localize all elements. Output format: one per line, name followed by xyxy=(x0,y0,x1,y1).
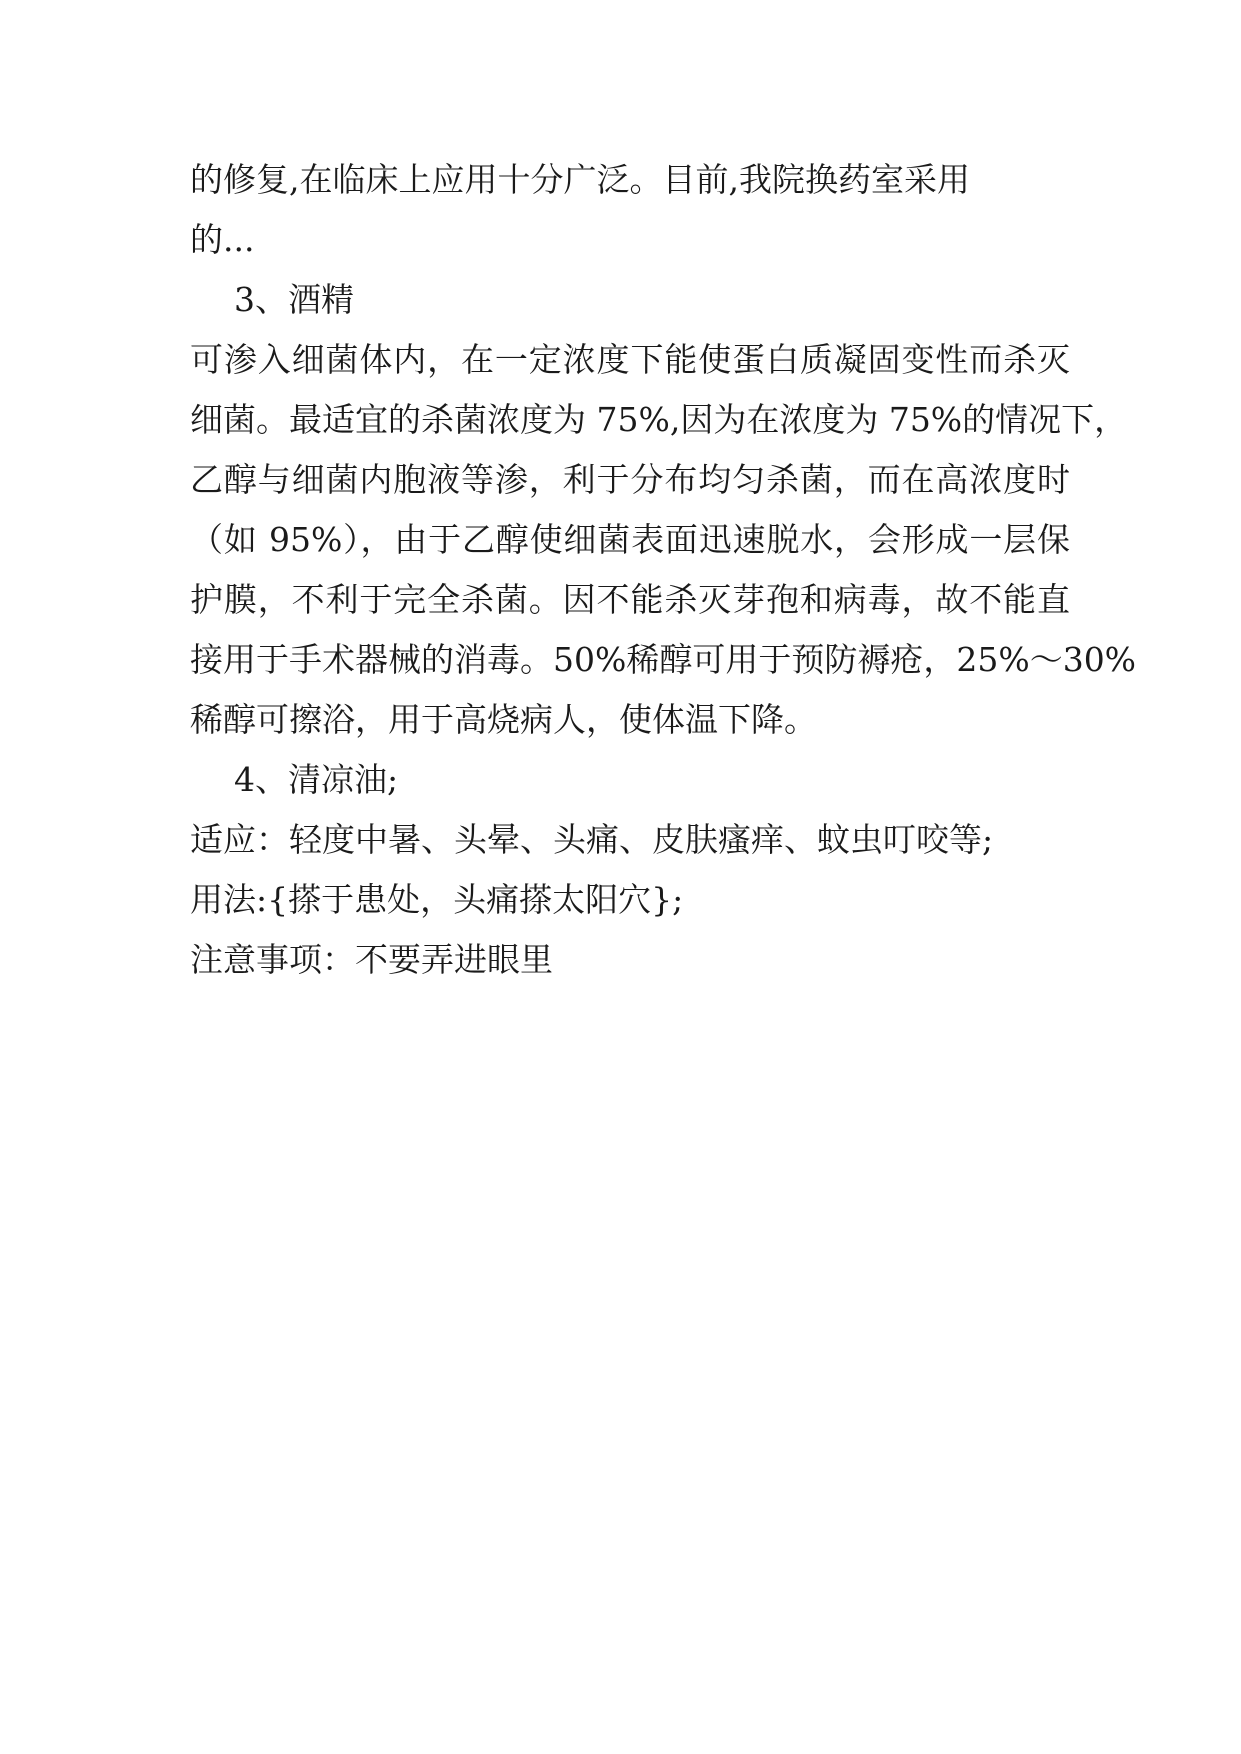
paragraph-line: 乙醇与细菌内胞液等渗，利于分布均匀杀菌，而在高浓度时 xyxy=(190,460,1070,499)
notes-line: 注意事项：不要弄进眼里 xyxy=(190,940,553,979)
indications-line: 适应：轻度中暑、头晕、头痛、皮肤瘙痒、蚊虫叮咬等; xyxy=(190,820,994,859)
paragraph-line: 的修复,在临床上应用十分广泛。目前,我院换药室采用 xyxy=(190,160,970,199)
paragraph-line: 可渗入细菌体内，在一定浓度下能使蛋白质凝固变性而杀灭 xyxy=(190,340,1070,379)
paragraph-line: 接用于手术器械的消毒。50%稀醇可用于预防褥疮，25%～30% xyxy=(190,640,1137,679)
document-body xyxy=(190,150,1137,990)
section-heading: 4、清凉油; xyxy=(234,760,399,799)
paragraph-line: 细菌。最适宜的杀菌浓度为 75%,因为在浓度为 75%的情况下， xyxy=(190,400,1128,439)
paragraph-line: （如 95%），由于乙醇使细菌表面迅速脱水，会形成一层保 xyxy=(190,520,1070,559)
paragraph-line: 的... xyxy=(190,220,255,259)
usage-line: 用法:{搽于患处，头痛搽太阳穴}; xyxy=(190,880,684,919)
paragraph-line: 护膜，不利于完全杀菌。因不能杀灭芽孢和病毒，故不能直 xyxy=(190,580,1070,619)
paragraph-line: 稀醇可擦浴，用于高烧病人，使体温下降。 xyxy=(190,700,817,739)
section-heading: 3、酒精 xyxy=(234,280,354,319)
